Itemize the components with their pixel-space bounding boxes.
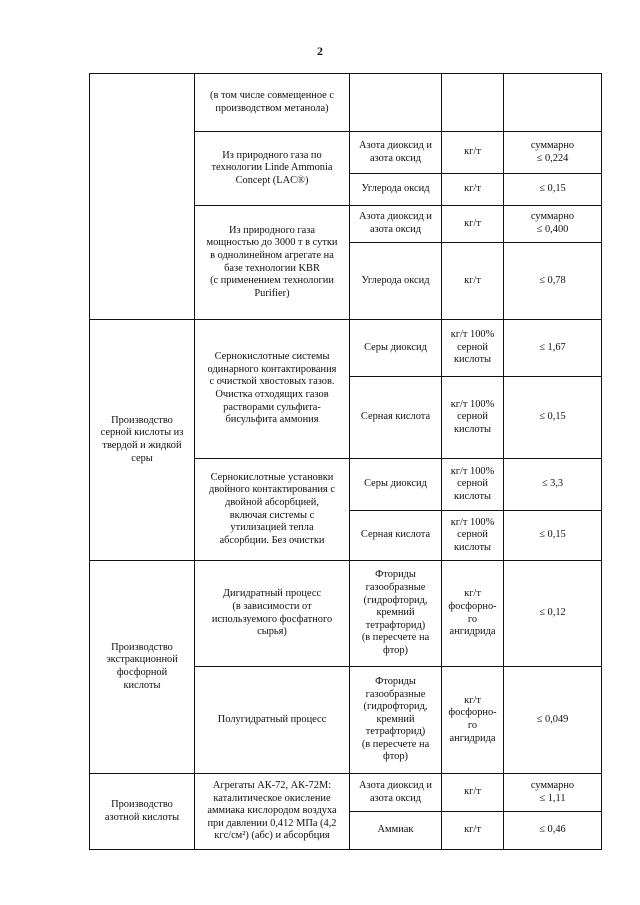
substance-cell: Серы диоксид (350, 459, 442, 511)
unit-cell: кг/т (442, 206, 504, 243)
value-cell: суммарно ≤ 1,11 (504, 774, 602, 812)
table-row (90, 320, 602, 377)
substance-cell: Серная кислота (350, 377, 442, 459)
unit-cell: кг/т фосфорно- го ангидрида (442, 561, 504, 667)
method-cell: Полугидратный процесс (195, 667, 350, 774)
unit-cell: кг/т 100% серной кислоты (442, 459, 504, 511)
value-cell: ≤ 0,15 (504, 511, 602, 561)
value-cell: ≤ 1,67 (504, 320, 602, 377)
value-cell (504, 74, 602, 132)
unit-cell (442, 74, 504, 132)
page-number: 2 (317, 44, 323, 58)
substance-cell: Серы диоксид (350, 320, 442, 377)
substance-cell: Фториды газообразные (гидрофторид, кремний тетрафторид) (в пересчете на фтор) (350, 561, 442, 667)
method-cell: Из природного газа по технологии Linde Ammonia Concept (LAC®) (195, 132, 350, 206)
value-cell: суммарно ≤ 0,400 (504, 206, 602, 243)
value-cell: ≤ 0,049 (504, 667, 602, 774)
emissions-table (89, 73, 602, 850)
production-cell: Производство серной кислоты из твердой и жидкой серы (90, 320, 195, 561)
substance-cell: Аммиак (350, 812, 442, 850)
value-cell: ≤ 0,78 (504, 243, 602, 320)
unit-cell: кг/т (442, 812, 504, 850)
production-cell-empty (90, 74, 195, 320)
substance-cell: Фториды газообразные (гидрофторид, кремний тетрафторид) (в пересчете на фтор) (350, 667, 442, 774)
substance-cell: Азота диоксид и азота оксид (350, 206, 442, 243)
method-cell: Из природного газа мощностью до 3000 т в сутки в однолинейном агрегате на базе технологии KBR (с применением технологии Purifier) (195, 206, 350, 320)
unit-cell: кг/т (442, 132, 504, 174)
value-cell: ≤ 0,46 (504, 812, 602, 850)
substance-cell: Серная кислота (350, 511, 442, 561)
unit-cell: кг/т 100% серной кислоты (442, 511, 504, 561)
unit-cell: кг/т фосфорно- го ангидрида (442, 667, 504, 774)
value-cell: ≤ 3,3 (504, 459, 602, 511)
method-cell: Сернокислотные системы одинарного контактирования с очисткой хвостовых газов. Очистка отходящих газов растворами сульфита- бисульфита аммония (195, 320, 350, 459)
value-cell: ≤ 0,12 (504, 561, 602, 667)
table-row (90, 774, 602, 812)
substance-cell (350, 74, 442, 132)
production-cell: Производство экстракционной фосфорной кислоты (90, 561, 195, 774)
table-row (90, 561, 602, 667)
value-cell: суммарно ≤ 0,224 (504, 132, 602, 174)
unit-cell: кг/т 100% серной кислоты (442, 320, 504, 377)
unit-cell: кг/т (442, 174, 504, 206)
substance-cell: Углерода оксид (350, 243, 442, 320)
method-cell: Агрегаты АК-72, АК-72М: каталитическое окисление аммиака кислородом воздуха при давлении 0,412 МПа (4,2 кгс/см²) (абс) и абсорбция (195, 774, 350, 850)
value-cell: ≤ 0,15 (504, 174, 602, 206)
production-cell: Производство азотной кислоты (90, 774, 195, 850)
unit-cell: кг/т (442, 774, 504, 812)
method-cell: Сернокислотные установки двойного контактирования с двойной абсорбцией, включая системы с утилизацией тепла абсорбции. Без очистки (195, 459, 350, 561)
unit-cell: кг/т (442, 243, 504, 320)
unit-cell: кг/т 100% серной кислоты (442, 377, 504, 459)
table-row (90, 74, 602, 132)
substance-cell: Углерода оксид (350, 174, 442, 206)
method-cell: Дигидратный процесс (в зависимости от используемого фосфатного сырья) (195, 561, 350, 667)
method-cell: (в том числе совмещенное с производством метанола) (195, 74, 350, 132)
substance-cell: Азота диоксид и азота оксид (350, 774, 442, 812)
substance-cell: Азота диоксид и азота оксид (350, 132, 442, 174)
value-cell: ≤ 0,15 (504, 377, 602, 459)
